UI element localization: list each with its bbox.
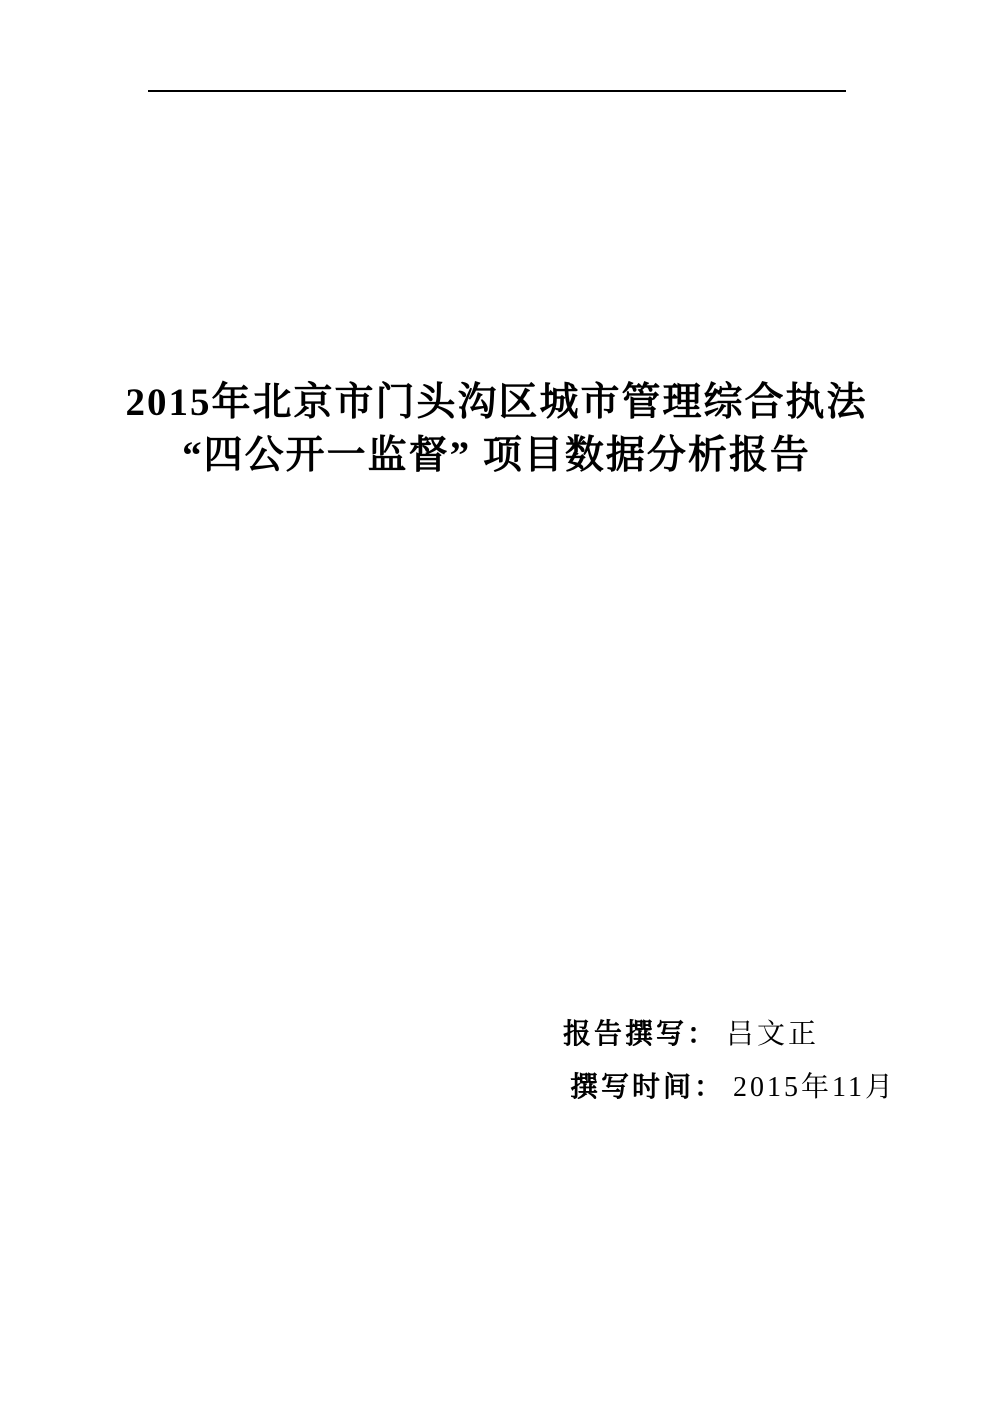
author-label: 报告撰写：: [563, 1019, 719, 1050]
date-row: [563, 1061, 896, 1114]
date-value: 2015年11月: [733, 1072, 896, 1103]
document-title: [0, 376, 993, 482]
author-row: [563, 1008, 896, 1061]
title-line-2: “四公开一监督” 项目数据分析报告: [182, 434, 811, 477]
byline-block: [563, 1008, 896, 1114]
author-value: 吕文正: [726, 1019, 820, 1050]
title-line-1: 2015年北京市门头沟区城市管理综合执法: [125, 381, 868, 424]
header-rule: [148, 90, 846, 92]
date-label: 撰写时间：: [570, 1072, 726, 1103]
